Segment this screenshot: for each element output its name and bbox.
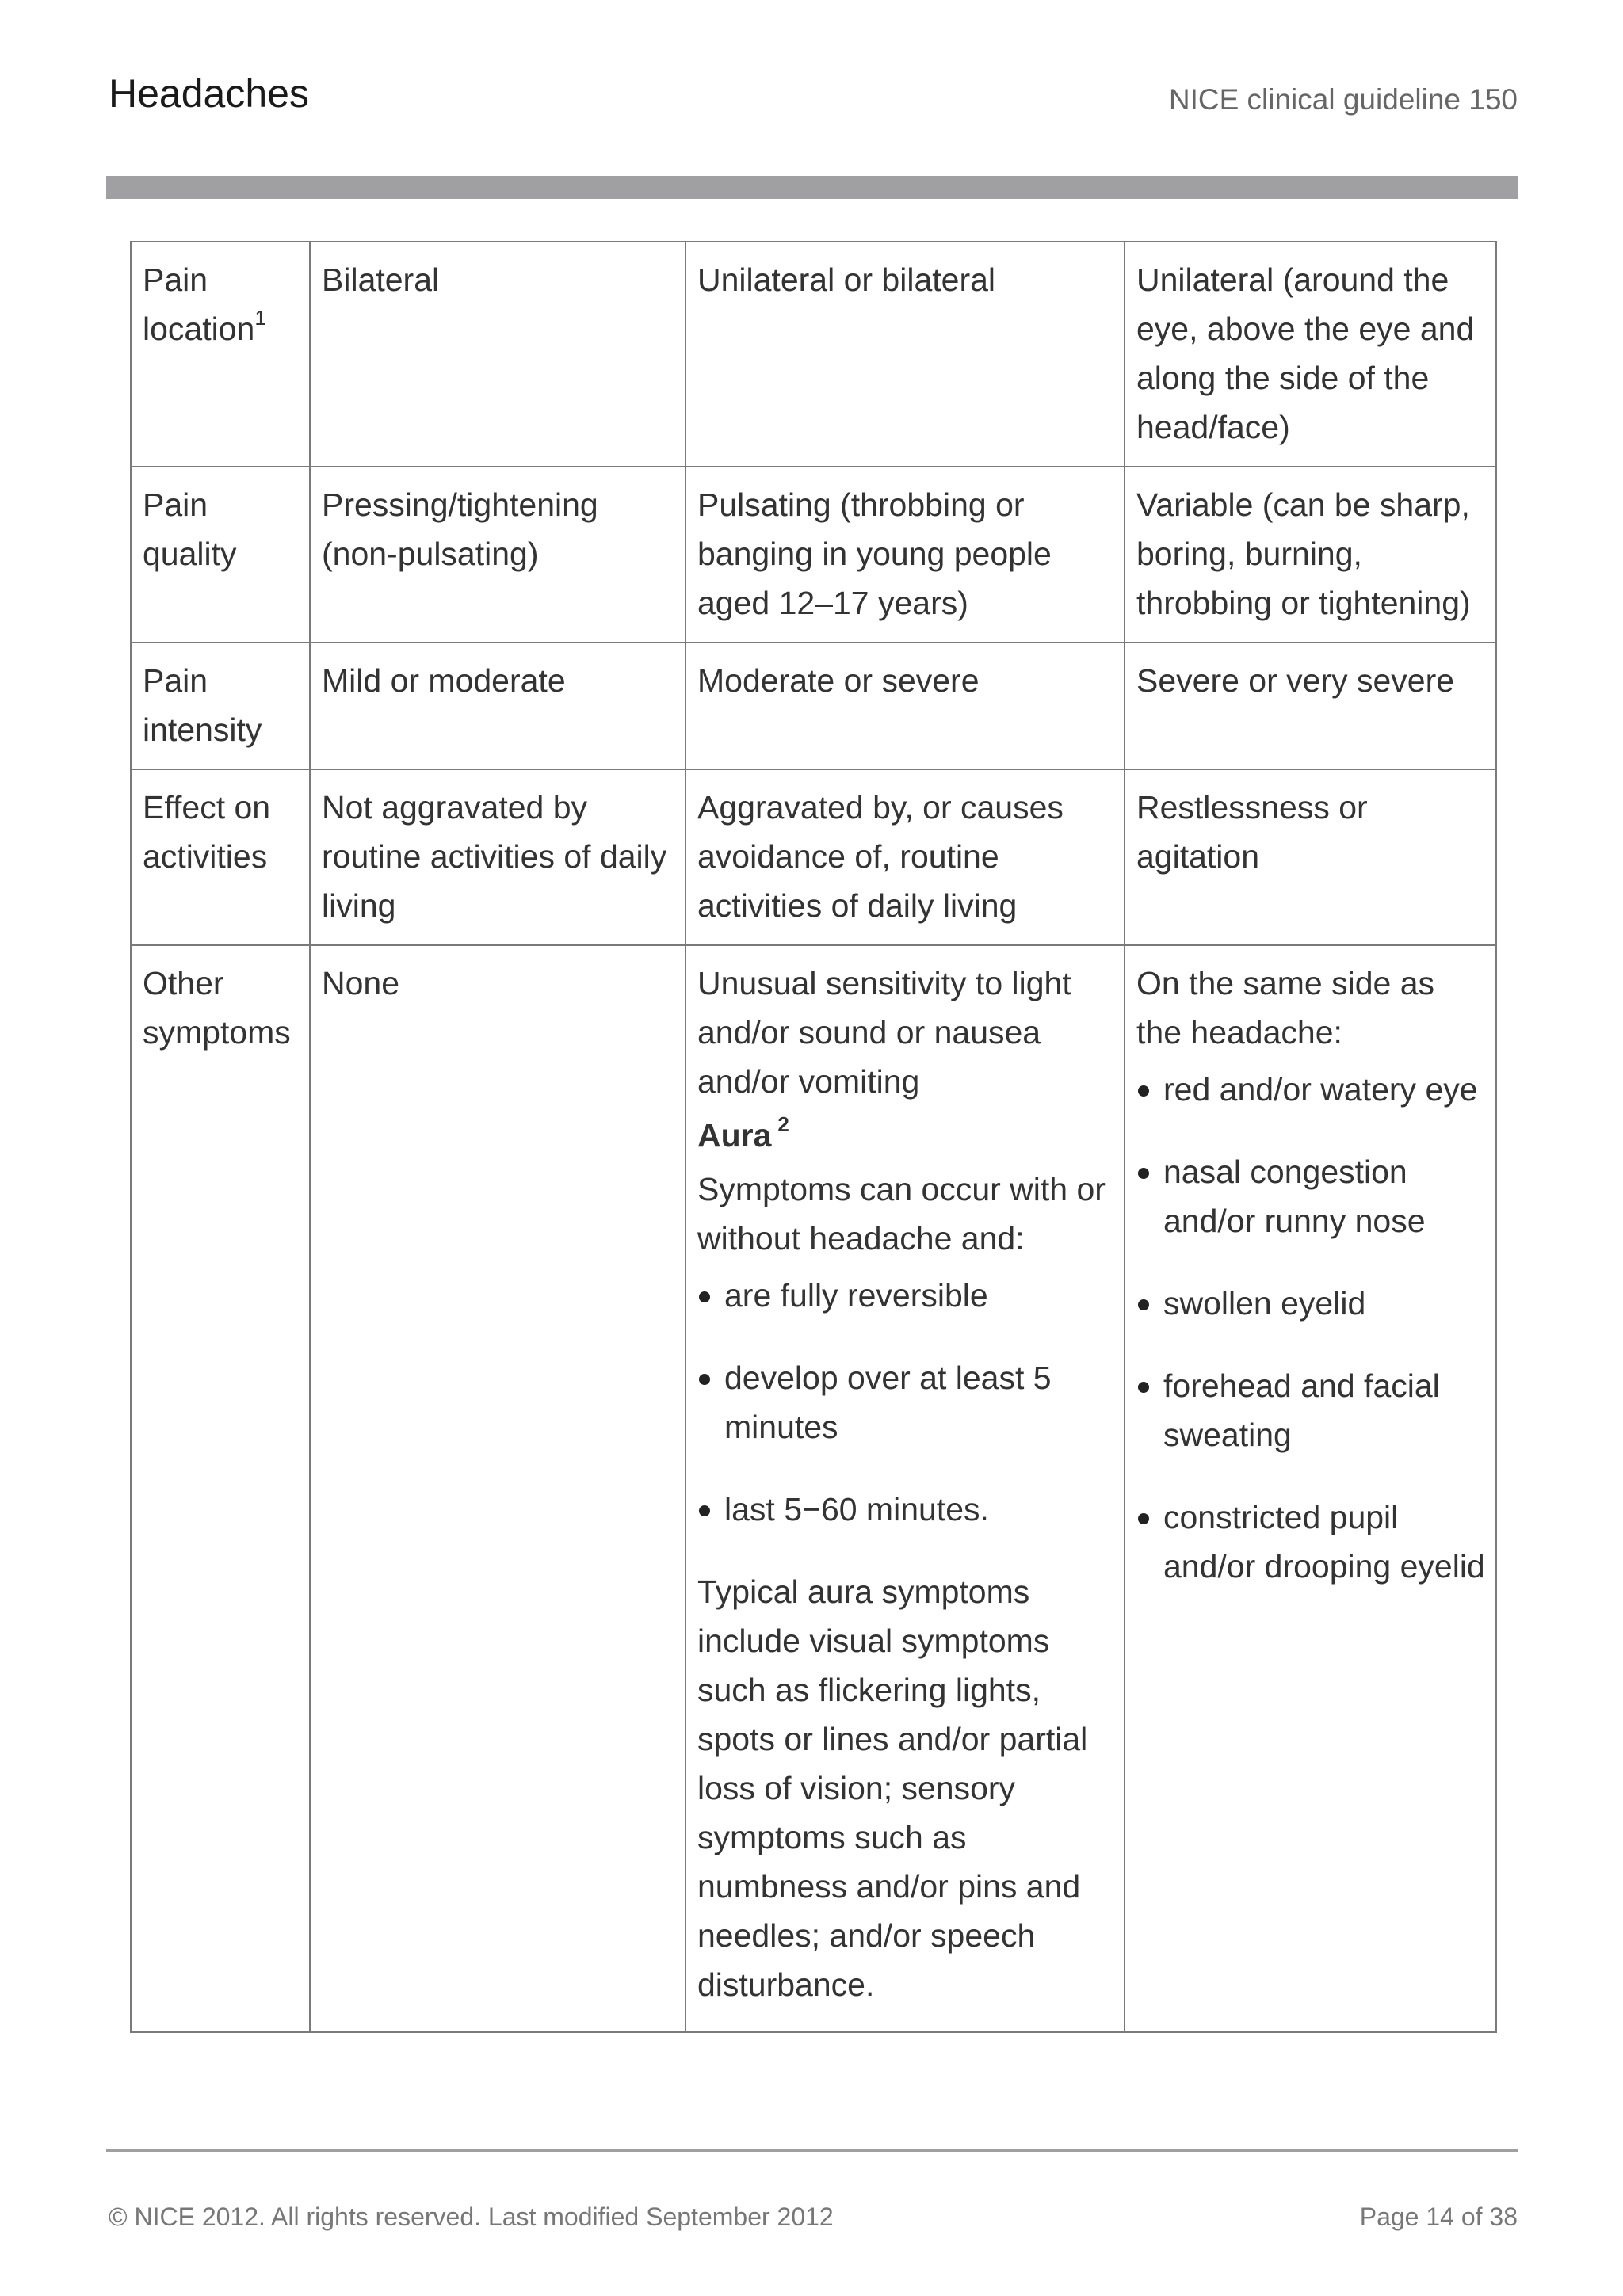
cluster-cell: Variable (can be sharp, boring, burning, throbbing or tightening) (1125, 467, 1496, 643)
row-label-cell: Other symptoms (131, 945, 310, 2032)
row-label: Pain location (143, 261, 255, 347)
list-item: red and/or watery eye (1163, 1065, 1486, 1114)
cluster-cell: Restlessness or agitation (1125, 769, 1496, 945)
copyright-notice: © NICE 2012. All rights reserved. Last modified September 2012 (109, 2203, 834, 2231)
table-row (131, 945, 1496, 2032)
row-label-cell: Pain intensity (131, 643, 310, 769)
list-item: last 5−60 minutes. (724, 1485, 1114, 1534)
list-item: are fully reversible (724, 1271, 1114, 1320)
row-label-cell (131, 242, 310, 467)
footer-divider (106, 2149, 1518, 2152)
typical-aura-symptoms: Typical aura symptoms include visual symptoms such as flickering lights, spots or lines and/or partial loss of vision; sensory symptoms such as numbness and/or pins and needles; and/or speech disturbance. (697, 1573, 1088, 2003)
aura-criteria-list (697, 1271, 1114, 1534)
migraine-cell: Pulsating (throbbing or banging in young people aged 12–17 years) (685, 467, 1125, 643)
migraine-cell: Moderate or severe (685, 643, 1125, 769)
list-item: swollen eyelid (1163, 1279, 1486, 1328)
tension-cell: Pressing/tightening (non-pulsating) (310, 467, 685, 643)
migraine-cell: Aggravated by, or causes avoidance of, routine activities of daily living (685, 769, 1125, 945)
migraine-other-intro: Unusual sensitivity to light and/or sound or nausea and/or vomiting (697, 965, 1071, 1100)
tension-cell: None (310, 945, 685, 2032)
table-row (131, 242, 1496, 467)
row-label-cell: Pain quality (131, 467, 310, 643)
tension-cell: Bilateral (310, 242, 685, 467)
headache-features-table (130, 241, 1497, 2033)
document-title: Headaches (109, 71, 309, 116)
aura-heading-text: Aura (697, 1117, 772, 1154)
table-row (131, 769, 1496, 945)
table-row (131, 467, 1496, 643)
page-number: Page 14 of 38 (1359, 2203, 1518, 2231)
list-item: nasal congestion and/or runny nose (1163, 1147, 1486, 1245)
cluster-other-intro: On the same side as the headache: (1136, 965, 1435, 1051)
tension-cell: Not aggravated by routine activities of daily living (310, 769, 685, 945)
migraine-cell (685, 945, 1125, 2032)
footnote-marker: 1 (254, 306, 266, 330)
table-row (131, 643, 1496, 769)
aura-heading (697, 1111, 1114, 1160)
aura-intro: Symptoms can occur with or without headache and: (697, 1171, 1106, 1257)
migraine-cell: Unilateral or bilateral (685, 242, 1125, 467)
list-item: constricted pupil and/or drooping eyelid (1163, 1493, 1486, 1591)
tension-cell: Mild or moderate (310, 643, 685, 769)
cluster-cell: Severe or very severe (1125, 643, 1496, 769)
cluster-symptoms-list (1136, 1065, 1486, 1591)
list-item: forehead and facial sweating (1163, 1361, 1486, 1459)
guideline-reference: NICE clinical guideline 150 (1168, 83, 1518, 116)
cluster-cell (1125, 945, 1496, 2032)
row-label-cell: Effect on activities (131, 769, 310, 945)
list-item: develop over at least 5 minutes (724, 1353, 1114, 1451)
cluster-cell: Unilateral (around the eye, above the eye and along the side of the head/face) (1125, 242, 1496, 467)
footnote-marker: 2 (777, 1112, 789, 1137)
header-divider-bar (106, 176, 1518, 199)
